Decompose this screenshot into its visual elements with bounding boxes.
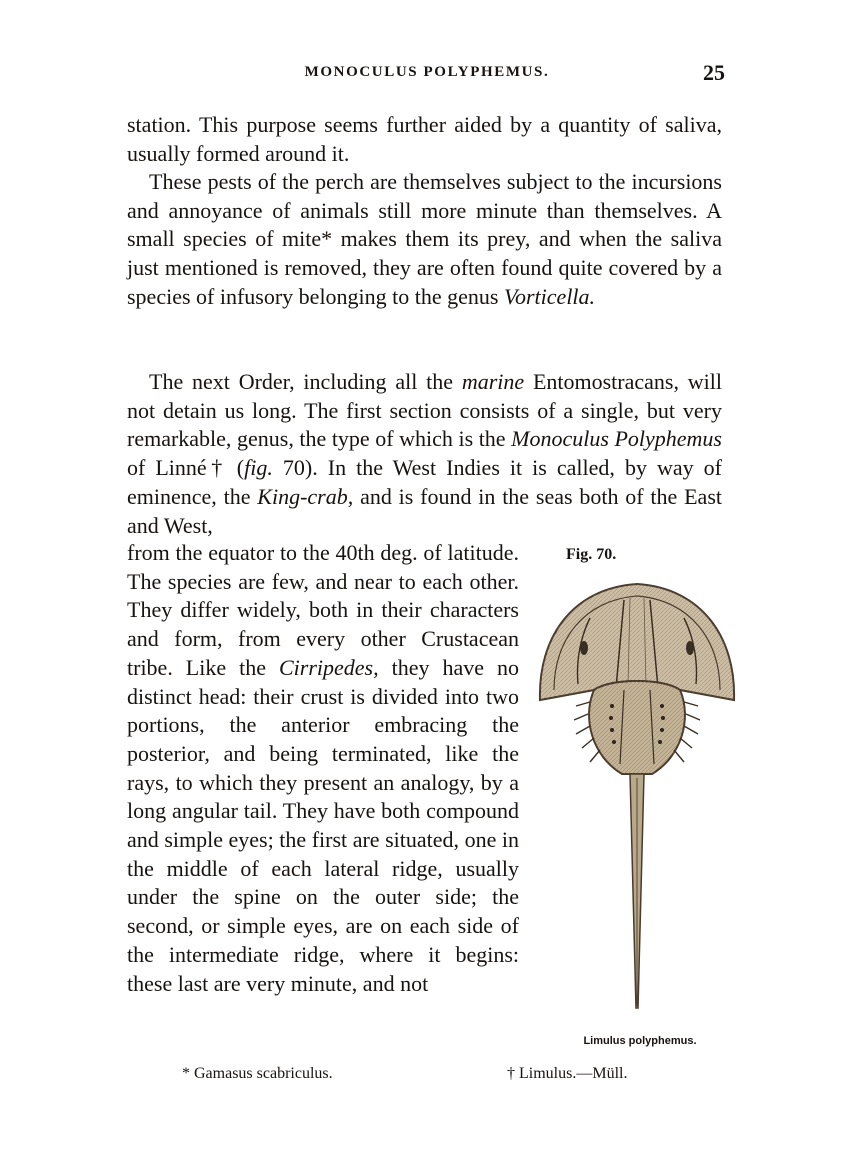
wrapped-text-1: from the equator to the 40th deg. of latitude. The species are few, and near to each other. They differ widely, both in their characters and form, from every other Crustacean tribe. Like the [127, 540, 519, 680]
next-order-text-2: Entomostracans, will not detain us long. The first section consists of a single, but very remarkable, genus, the type of which is the [127, 369, 722, 452]
monoculus-polyphemus-name: Monoculus Polyphemus [511, 426, 722, 452]
genus-vorticella: Vorticella. [504, 283, 596, 309]
next-order-text-4: 70). In the West Indies it is called, by way of eminence, the [127, 455, 723, 509]
next-order-text-5: and is found in the seas both of the East and West, [127, 483, 722, 538]
paragraph-wrapped-column [127, 539, 519, 998]
footnote-mite: * Gamasus scabriculus. [182, 1065, 333, 1082]
marine-emphasis: marine [461, 369, 525, 394]
figure-caption: Limulus polyphemus. [583, 1035, 697, 1047]
paragraph-next-order [127, 368, 722, 540]
figure-label: Fig. 70. [566, 546, 617, 563]
next-order-text-1: The next Order, including all the [149, 369, 462, 394]
cirripedes-name: Cirripedes, [278, 654, 379, 680]
paragraph-station [127, 111, 722, 168]
next-order-text-3: of Linné† ( [127, 455, 245, 481]
paragraph-pests [127, 168, 722, 312]
page-number: 25 [703, 60, 725, 85]
wrapped-text-2: they have no distinct head: their crust is divided into two portions, the anterior embracing the posterior, and being terminated, like the rays, to which they present an analogy, by a long angular tail. They have both compound and simple eyes; the first are situated, one in the middle of each lateral ridge, usually under the spine on the outer side; the second, or simple eyes, are on each side of the intermediate ridge, where it begins: these last are very minute, and not [127, 654, 519, 996]
limulus-figure [532, 578, 742, 1023]
king-crab-name: King-crab, [257, 483, 354, 509]
horseshoe-crab-illustration [532, 578, 742, 1023]
paragraph-station-text: station. This purpose seems further aided by a quantity of saliva, usually formed around it. [127, 112, 722, 166]
footnotes [127, 1065, 727, 1095]
running-head [127, 60, 727, 94]
footnote-limulus: † Limulus.—Müll. [507, 1065, 628, 1082]
fig-reference: fig. [244, 455, 273, 481]
paragraph-pests-text: These pests of the perch are themselves subject to the incursions and annoyance of animals still more minute than themselves. A small species of mite* makes them its prey, and when the saliva just mentioned is removed, they are often found quite covered by a species of infusory belonging to the genus [127, 169, 722, 309]
running-title: MONOCULUS POLYPHEMUS. [304, 64, 550, 80]
